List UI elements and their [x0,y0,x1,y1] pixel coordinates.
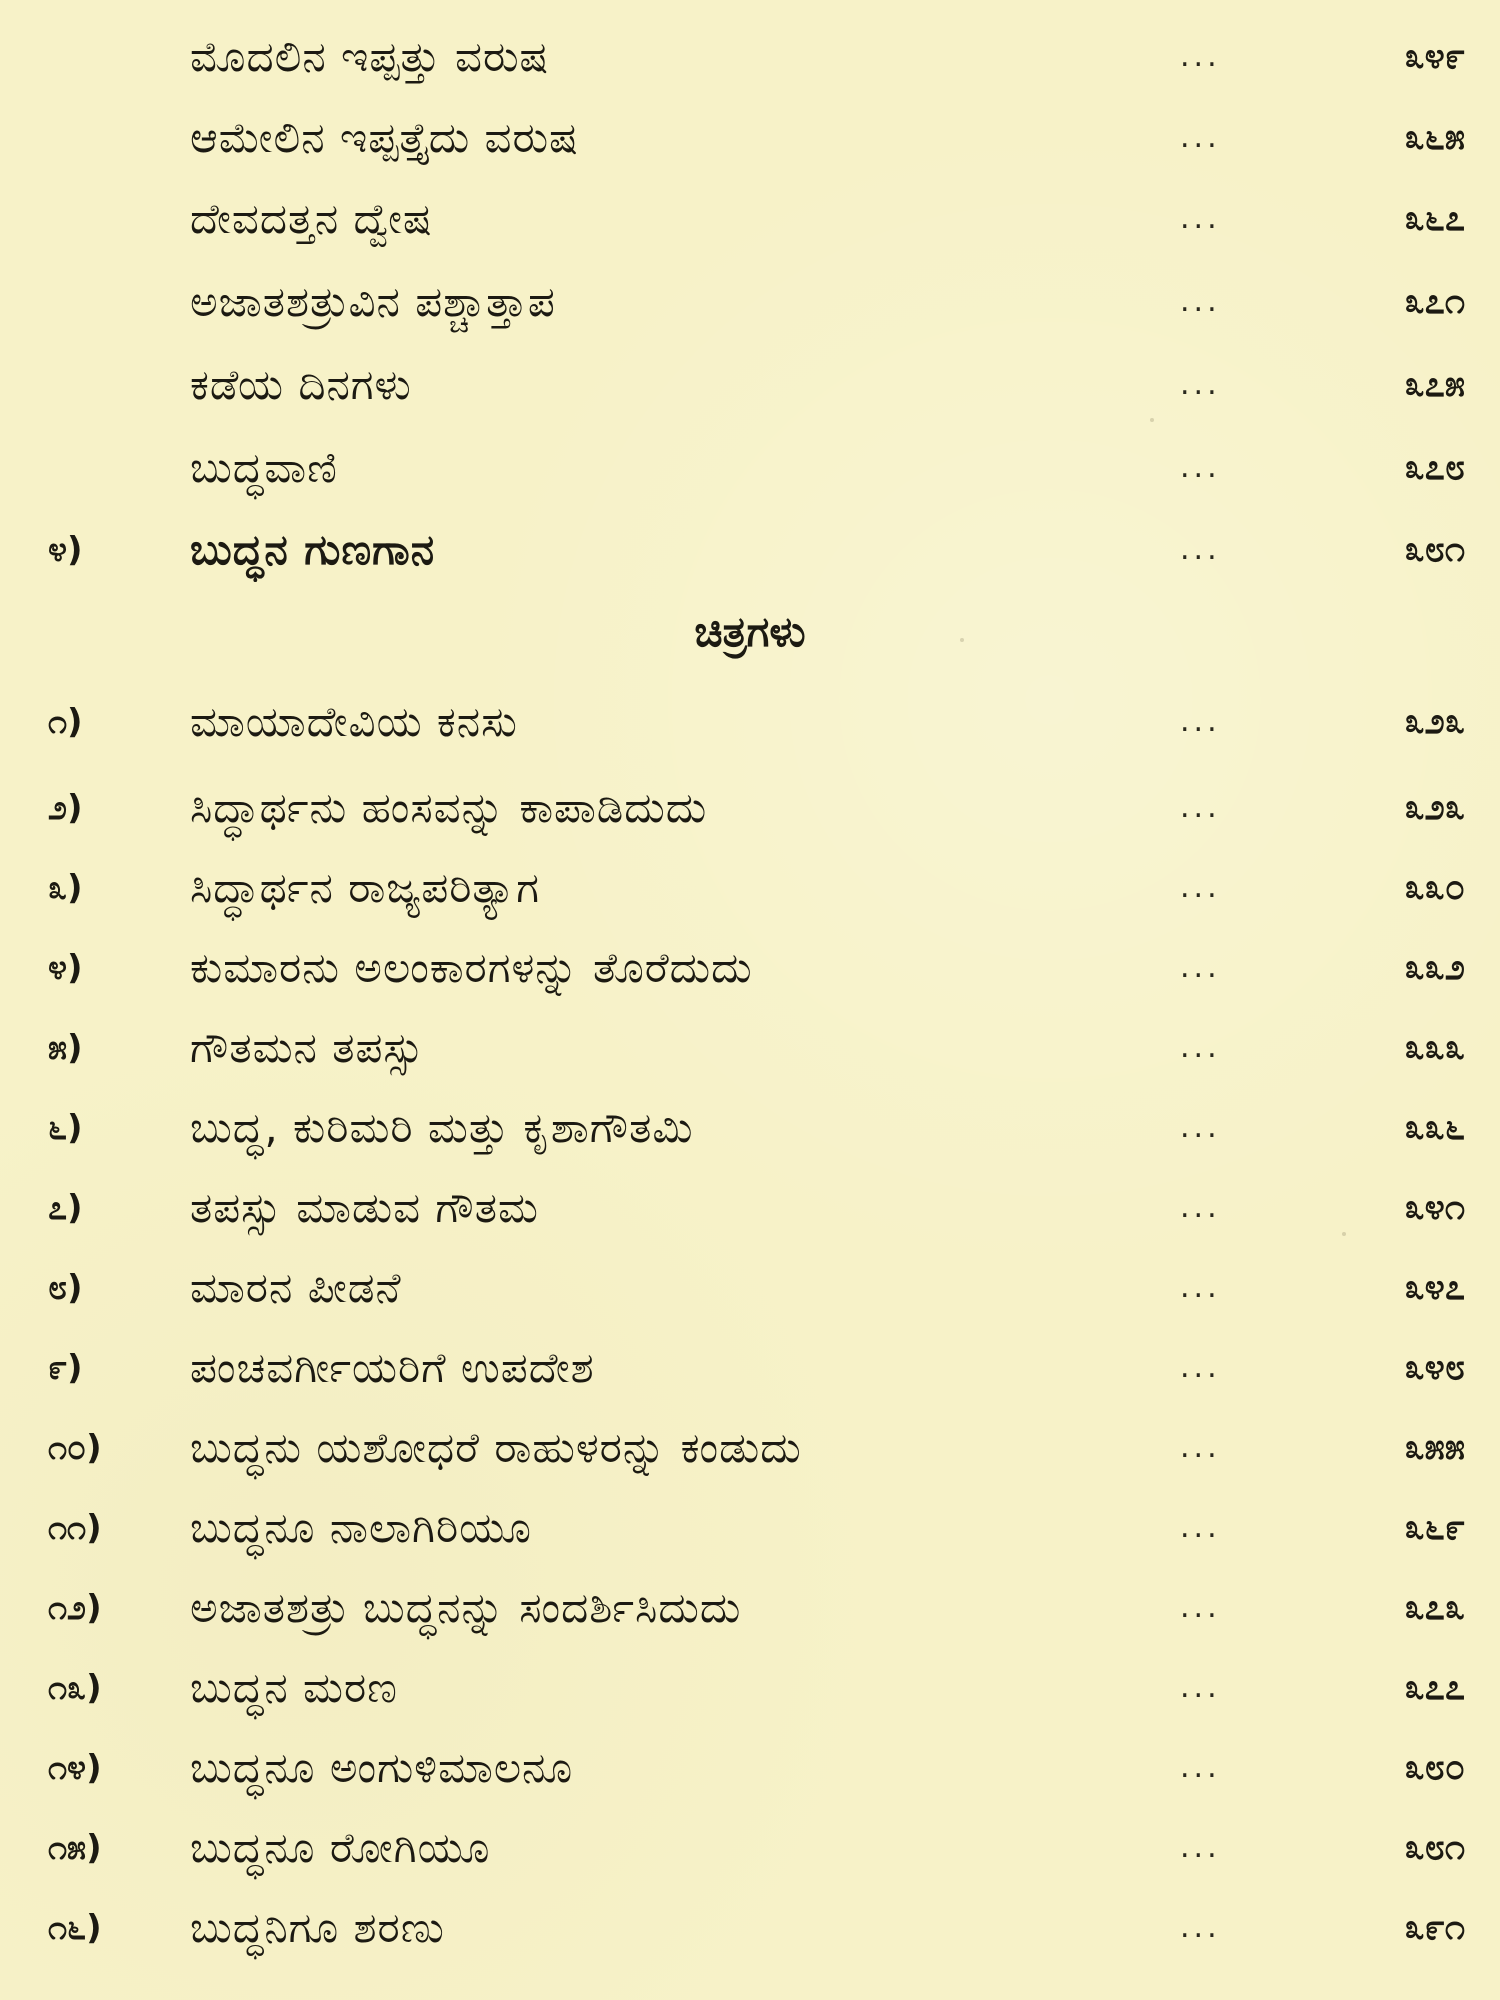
page-number: ೩೩೨ [1404,947,1465,988]
leader-dots: ... [1180,367,1221,402]
entry-title: ಬುದ್ಧನು ಯಶೋಧರೆ ರಾಹುಳರನ್ನು ಕಂಡುದು [190,1423,802,1472]
entry-number: ೪) [48,530,83,570]
leader-dots: ... [1180,1030,1221,1065]
leader-dots: ... [1180,1830,1221,1865]
toc-row [0,1018,1500,1078]
paper-speck [1342,1232,1346,1236]
leader-dots: ... [1180,1510,1221,1545]
entry-number: ೪) [48,948,83,988]
entry-title: ಅಜಾತಶತ್ರುವಿನ ಪಶ್ಚಾತ್ತಾಪ [190,277,556,326]
entry-title: ಬುದ್ಧನ ಗುಣಗಾನ [190,525,436,574]
page-number: ೩೪೮ [1404,1347,1465,1388]
entry-number: ೨) [48,788,83,828]
page-number: ೩೭೭ [1404,1667,1465,1708]
leader-dots: ... [1180,1910,1221,1945]
entry-number: ೧) [48,702,83,742]
entry-number: ೧೨) [48,1588,102,1628]
page-number: ೩೬೭ [1404,198,1465,239]
page-number: ೩೮೦ [1404,1747,1465,1788]
leader-dots: ... [1180,1270,1221,1305]
entry-title: ತಪಸ್ಸು ಮಾಡುವ ಗೌತಮ [190,1183,539,1232]
toc-row [0,438,1500,498]
entry-number: ೮) [48,1268,83,1308]
toc-row [0,692,1500,752]
page-number: ೩೮೧ [1404,1827,1465,1868]
entry-title: ಬುದ್ಧನೂ ರೋಗಿಯೂ [190,1823,491,1872]
leader-dots: ... [1180,870,1221,905]
toc-row [0,520,1500,580]
leader-dots: ... [1180,1110,1221,1145]
page-number: ೩೨೩ [1404,701,1465,742]
page-number: ೩೪೧ [1404,1187,1465,1228]
section-heading: ಚಿತ್ರಗಳು [694,607,806,656]
entry-number: ೧೦) [48,1428,102,1468]
entry-number: ೯) [48,1348,83,1388]
entry-number: ೧೧) [48,1508,102,1548]
toc-row [0,1338,1500,1398]
leader-dots: ... [1180,1670,1221,1705]
page-number: ೩೬೫ [1404,117,1465,158]
leader-dots: ... [1180,704,1221,739]
page-number: ೩೭೧ [1404,281,1465,322]
leader-dots: ... [1180,532,1221,567]
entry-number: ೧೬) [48,1908,102,1948]
entry-title: ಆಮೇಲಿನ ಇಪ್ಪತ್ತೈದು ವರುಷ [190,113,579,162]
toc-row [0,1258,1500,1318]
leader-dots: ... [1180,39,1221,74]
page-number: ೩೯೧ [1404,1907,1465,1948]
entry-title: ಬುದ್ಧನೂ ಅಂಗುಳಿಮಾಲನೂ [190,1743,574,1792]
page-number: ೩೭೩ [1404,1587,1465,1628]
leader-dots: ... [1180,284,1221,319]
entry-number: ೭) [48,1188,83,1228]
entry-title: ಪಂಚವರ್ಗೀಯರಿಗೆ ಉಪದೇಶ [190,1343,595,1392]
page-number: ೩೭೫ [1404,364,1465,405]
toc-row [0,1578,1500,1638]
entry-number: ೩) [48,868,83,908]
entry-title: ದೇವದತ್ತನ ದ್ವೇಷ [190,194,433,243]
page-number: ೩೩೩ [1404,1027,1465,1068]
toc-row [0,1738,1500,1798]
toc-row [0,1658,1500,1718]
entry-number: ೧೩) [48,1668,102,1708]
leader-dots: ... [1180,1350,1221,1385]
toc-row [0,272,1500,332]
page-number: ೩೫೫ [1404,1427,1465,1468]
leader-dots: ... [1180,1430,1221,1465]
entry-title: ಗೌತಮನ ತಪಸ್ಸು [190,1023,425,1072]
leader-dots: ... [1180,201,1221,236]
toc-row [0,858,1500,918]
page-number: ೩೭೮ [1404,447,1465,488]
paper-speck [1150,418,1154,422]
page-number: ೩೨೩ [1404,787,1465,828]
entry-title: ಸಿದ್ಧಾರ್ಥನು ಹಂಸವನ್ನು ಕಾಪಾಡಿದುದು [190,783,708,832]
entry-title: ಮಾಯಾದೇವಿಯ ಕನಸು [190,697,518,746]
entry-title: ಬುದ್ಧ, ಕುರಿಮರಿ ಮತ್ತು ಕೃಶಾಗೌತಮಿ [190,1103,694,1152]
entry-title: ಮೊದಲಿನ ಇಪ್ಪತ್ತು ವರುಷ [190,32,550,81]
entry-title: ಮಾರನ ಪೀಡನೆ [190,1263,402,1312]
leader-dots: ... [1180,450,1221,485]
toc-row [0,1898,1500,1958]
entry-number: ೧೫) [48,1828,102,1868]
paper-speck [960,638,964,642]
leader-dots: ... [1180,1190,1221,1225]
entry-title: ಸಿದ್ಧಾರ್ಥನ ರಾಜ್ಯಪರಿತ್ಯಾಗ [190,863,541,912]
entry-title: ಬುದ್ಧನೂ ನಾಲಾಗಿರಿಯೂ [190,1503,532,1552]
toc-row [0,355,1500,415]
toc-row [0,1498,1500,1558]
entry-number: ೬) [48,1108,83,1148]
entry-title: ಕಡೆಯ ದಿನಗಳು [190,360,412,409]
entry-number: ೧೪) [48,1748,102,1788]
entry-title: ಬುದ್ಧನ ಮರಣ [190,1663,398,1712]
leader-dots: ... [1180,1590,1221,1625]
toc-row [0,1818,1500,1878]
page-number: ೩೪೭ [1404,1267,1465,1308]
leader-dots: ... [1180,1750,1221,1785]
toc-row [0,27,1500,87]
page-number: ೩೬೯ [1404,1507,1465,1548]
entry-title: ಬುದ್ಧವಾಣಿ [190,443,338,492]
toc-row [0,1098,1500,1158]
toc-row [0,189,1500,249]
toc-row [0,1178,1500,1238]
page-number: ೩೪೯ [1404,36,1465,77]
page-number: ೩೩೬ [1404,1107,1465,1148]
leader-dots: ... [1180,120,1221,155]
toc-row [0,778,1500,838]
entry-title: ಕುಮಾರನು ಅಲಂಕಾರಗಳನ್ನು ತೊರೆದುದು [190,943,753,992]
page-number: ೩೩೦ [1404,867,1465,908]
leader-dots: ... [1180,950,1221,985]
page-number: ೩೮೧ [1404,529,1465,570]
toc-row [0,108,1500,168]
entry-number: ೫) [48,1028,83,1068]
entry-title: ಬುದ್ಧನಿಗೂ ಶರಣು [190,1903,445,1952]
toc-row [0,1418,1500,1478]
toc-row [0,938,1500,998]
entry-title: ಅಜಾತಶತ್ರು ಬುದ್ಧನನ್ನು ಸಂದರ್ಶಿಸಿದುದು [190,1583,742,1632]
leader-dots: ... [1180,790,1221,825]
